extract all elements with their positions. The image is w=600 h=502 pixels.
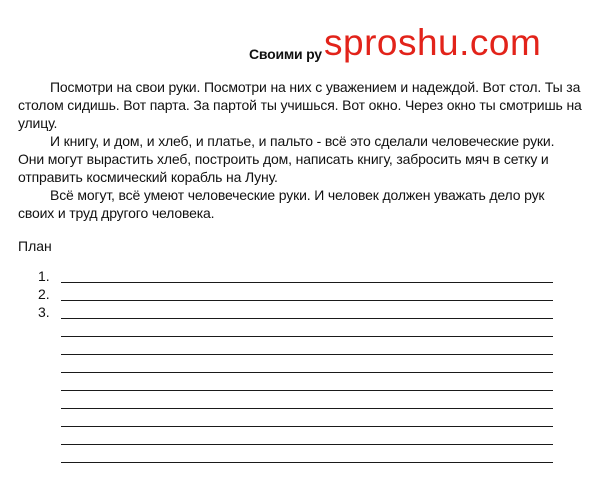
plan-number: 1. [38, 268, 50, 284]
answer-line[interactable] [61, 462, 553, 463]
plan-number: 3. [38, 304, 50, 320]
answer-line[interactable] [61, 408, 553, 409]
answer-line[interactable] [61, 282, 553, 283]
plan-label: План [18, 238, 52, 254]
answer-line[interactable] [61, 372, 553, 373]
text-title: Своими ру [249, 46, 322, 62]
plan-number: 2. [38, 286, 50, 302]
watermark-logo: sproshu.com [324, 22, 542, 63]
paragraph: И книгу, и дом, и хлеб, и платье, и пальто - всё это сделали человеческие руки. Они могут вырастить хлеб, построить дом, написать книгу, забросить мяч в сетку и отправить космический корабль на Луну. [18, 133, 555, 185]
answer-line[interactable] [61, 336, 553, 337]
paragraph: Всё могут, всё умеют человеческие руки. И человек должен уважать дело рук своих и труд другого человека. [18, 187, 545, 221]
answer-line[interactable] [61, 426, 553, 427]
answer-line[interactable] [61, 390, 553, 391]
paragraph: Посмотри на свои руки. Посмотри на них с уважением и надеждой. Вот стол. Ты за столом сидишь. Вот парта. За партой ты учишься. Вот окно. Через окно ты смотришь на улицу. [18, 79, 582, 131]
answer-line[interactable] [61, 318, 553, 319]
answer-line[interactable] [61, 300, 553, 301]
answer-line[interactable] [61, 444, 553, 445]
answer-line[interactable] [61, 354, 553, 355]
